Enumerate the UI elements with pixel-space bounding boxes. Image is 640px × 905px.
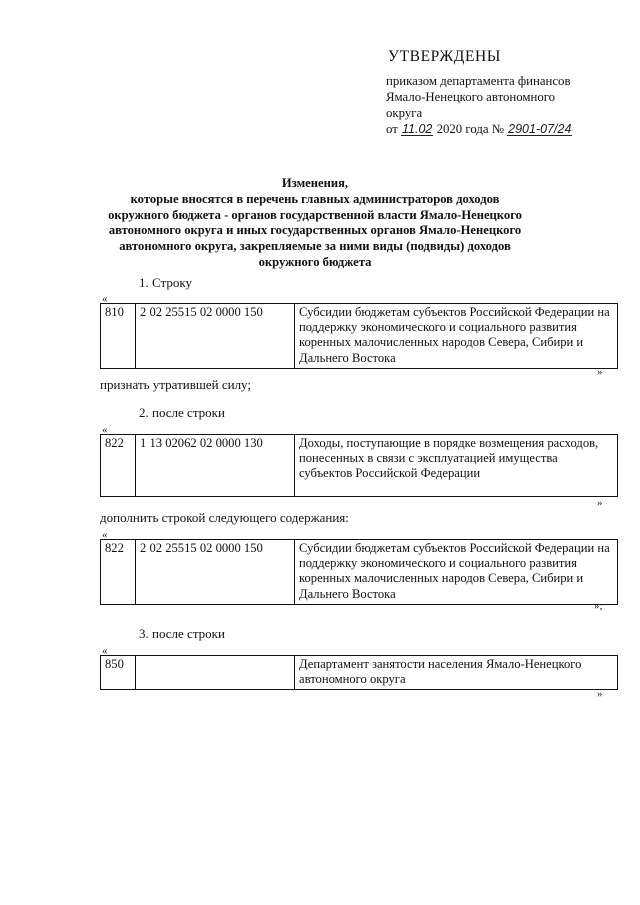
- close-quote: »: [597, 366, 603, 378]
- section1-after-text: признать утратившей силу;: [100, 377, 251, 392]
- open-quote: «: [102, 529, 108, 541]
- table-row: [101, 540, 618, 605]
- kbk-cell: 1 13 02062 02 0000 130: [136, 435, 295, 497]
- document-heading: [80, 176, 550, 271]
- admin-code-cell: 850: [101, 656, 136, 690]
- income-name-cell: Субсидии бюджетам субъектов Российской Федерации на поддержку экономического и социального развития коренных малочисленных народов Севера, Сибири и Дальнего Востока: [295, 540, 618, 605]
- approval-date-line: [386, 121, 616, 137]
- date-prefix: от: [386, 122, 398, 136]
- table-row: [101, 435, 618, 497]
- heading-line: автономного округа и иных государственных органов Ямало-Ненецкого: [108, 223, 522, 238]
- section2-table: [100, 434, 618, 497]
- admin-code-cell: 810: [101, 304, 136, 369]
- handwritten-date: 11.02: [402, 122, 433, 136]
- open-quote: «: [102, 293, 108, 305]
- section2-new-table: [100, 539, 618, 605]
- open-quote: «: [102, 645, 108, 657]
- admin-code-cell: 822: [101, 435, 136, 497]
- heading-line: которые вносятся в перечень главных администраторов доходов: [130, 191, 500, 206]
- kbk-cell: 2 02 25515 02 0000 150: [136, 540, 295, 605]
- approval-line: Ямало-Ненецкого автономного: [386, 90, 556, 104]
- close-quote: »: [597, 497, 603, 509]
- section3-table: [100, 655, 618, 690]
- approval-title: УТВЕРЖДЕНЫ: [388, 48, 501, 65]
- table-row: [101, 304, 618, 369]
- heading-line: окружного бюджета: [258, 254, 372, 269]
- heading-line: окружного бюджета - органов государственной власти Ямало-Ненецкого: [108, 207, 522, 222]
- kbk-cell: 2 02 25515 02 0000 150: [136, 304, 295, 369]
- approval-line: приказом департамента финансов: [386, 74, 571, 88]
- approval-block: [386, 73, 616, 137]
- kbk-cell: [136, 656, 295, 690]
- section2-add-text: дополнить строкой следующего содержания:: [100, 510, 349, 525]
- section1-title: 1. Строку: [139, 275, 192, 290]
- close-quote: »: [597, 688, 603, 700]
- section3-title: 3. после строки: [139, 626, 225, 641]
- income-name-cell: Департамент занятости населения Ямало-Ненецкого автономного округа: [295, 656, 618, 690]
- income-name-cell: Субсидии бюджетам субъектов Российской Федерации на поддержку экономического и социального развития коренных малочисленных народов Севера, Сибири и Дальнего Востока: [295, 304, 618, 369]
- open-quote: «: [102, 424, 108, 436]
- handwritten-number: 2901-07/24: [508, 122, 572, 136]
- table-row: [101, 656, 618, 690]
- heading-line: автономного округа, закрепляемые за ними виды (подвиды) доходов: [119, 239, 511, 254]
- section2-title: 2. после строки: [139, 405, 225, 420]
- section1-table: [100, 303, 618, 369]
- approval-line: округа: [386, 106, 423, 120]
- close-quote: »;: [594, 600, 603, 612]
- income-name-cell: Доходы, поступающие в порядке возмещения расходов, понесенных в связи с эксплуатацией имущества субъектов Российской Федерации: [295, 435, 618, 497]
- heading-line: Изменения,: [281, 176, 349, 190]
- date-mid: 2020 года №: [436, 122, 504, 136]
- admin-code-cell: 822: [101, 540, 136, 605]
